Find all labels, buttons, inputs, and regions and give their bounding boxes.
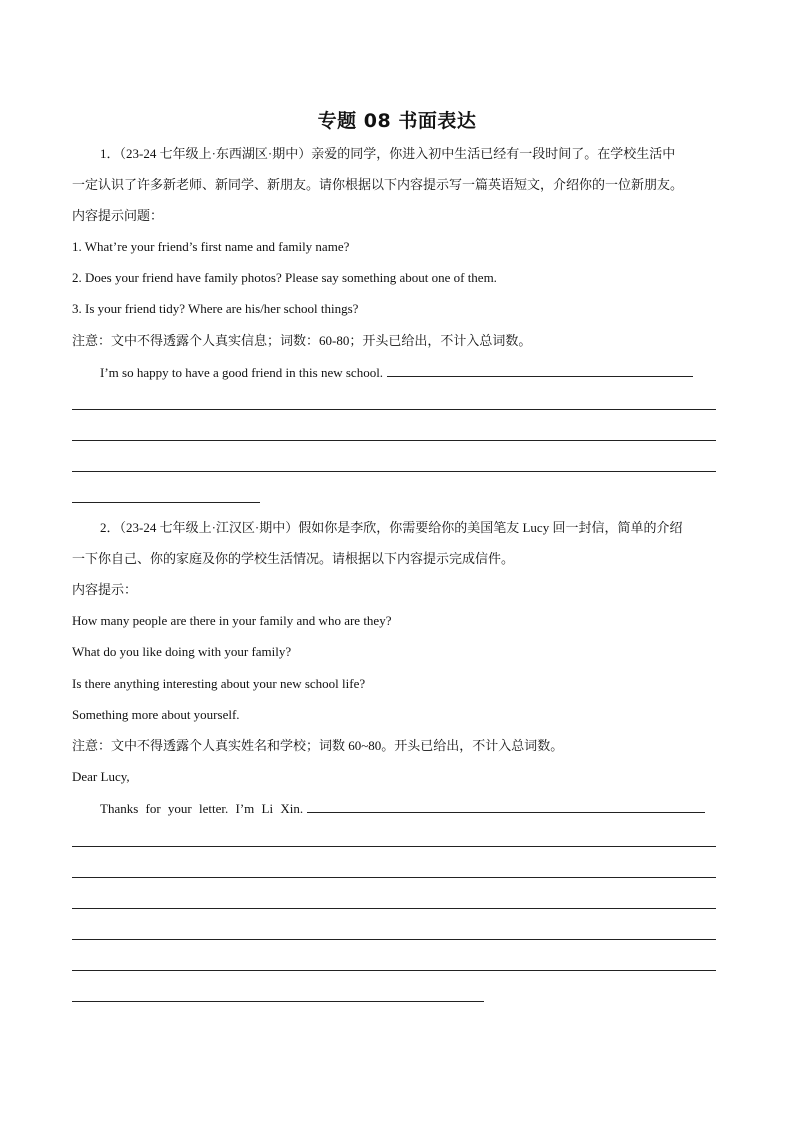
- q2-intro-line-1: 2．（23-24 七年级上·江汉区·期中）假如你是李欣，你需要给你的美国笔友 Lucy 回一封信，简单的介绍: [100, 520, 683, 535]
- q1-question-1: 1. What’re your friend’s first name and family name?: [72, 239, 350, 254]
- q2-prompt-label: 内容提示：: [72, 582, 138, 597]
- q2-intro-line-2: 一下你自己、你的家庭及你的学校生活情况。请根据以下内容提示完成信件。: [72, 551, 515, 566]
- q2-salutation: Dear Lucy,: [72, 769, 130, 784]
- q1-intro-line-2: 一定认识了许多新老师、新同学、新朋友。请你根据以下内容提示写一篇英语短文，介绍你的一位新朋友。: [72, 177, 684, 192]
- q2-answer-line-3[interactable]: [72, 908, 716, 909]
- q1-intro-line-1: 1．（23-24 七年级上·东西湖区·期中）亲爱的同学，你进入初中生活已经有一段时间了。在学校生活中: [100, 146, 676, 161]
- q1-opening-sentence: [100, 364, 693, 381]
- q2-note: 注意：文中不得透露个人真实姓名和学校；词数 60~80。开头已给出，不计入总词数。: [72, 738, 564, 753]
- q2-answer-line-2[interactable]: [72, 877, 716, 878]
- q2-question-1: How many people are there in your family and who are they?: [72, 613, 392, 628]
- q2-question-3: Is there anything interesting about your new school life?: [72, 676, 366, 691]
- q1-question-3: 3. Is your friend tidy? Where are his/her school things?: [72, 301, 359, 316]
- q1-question-2: 2. Does your friend have family photos? Please say something about one of them.: [72, 270, 497, 285]
- q2-answer-line-6[interactable]: [72, 1001, 484, 1002]
- q1-answer-line-1[interactable]: [72, 409, 716, 410]
- q2-opening-text: Thanks for your letter. I’m Li Xin.: [100, 801, 304, 816]
- q2-answer-line-5[interactable]: [72, 970, 716, 971]
- q2-answer-line-4[interactable]: [72, 939, 716, 940]
- q1-note: 注意：文中不得透露个人真实信息；词数：60-80；开头已给出，不计入总词数。: [72, 333, 532, 348]
- q1-prompt-label: 内容提示问题：: [72, 208, 164, 223]
- q1-opening-text: I’m so happy to have a good friend in this new school.: [100, 365, 384, 380]
- q1-answer-line-4[interactable]: [72, 502, 260, 503]
- page-title: 专题 08 书面表达: [317, 110, 477, 132]
- q1-answer-blank-0[interactable]: [387, 364, 693, 377]
- q1-answer-line-2[interactable]: [72, 440, 716, 441]
- q2-answer-line-1[interactable]: [72, 846, 716, 847]
- q1-answer-line-3[interactable]: [72, 471, 716, 472]
- q2-question-4: Something more about yourself.: [72, 707, 240, 722]
- q2-question-2: What do you like doing with your family?: [72, 644, 292, 659]
- q2-answer-blank-0[interactable]: [307, 800, 705, 813]
- q2-opening-sentence: [100, 800, 705, 817]
